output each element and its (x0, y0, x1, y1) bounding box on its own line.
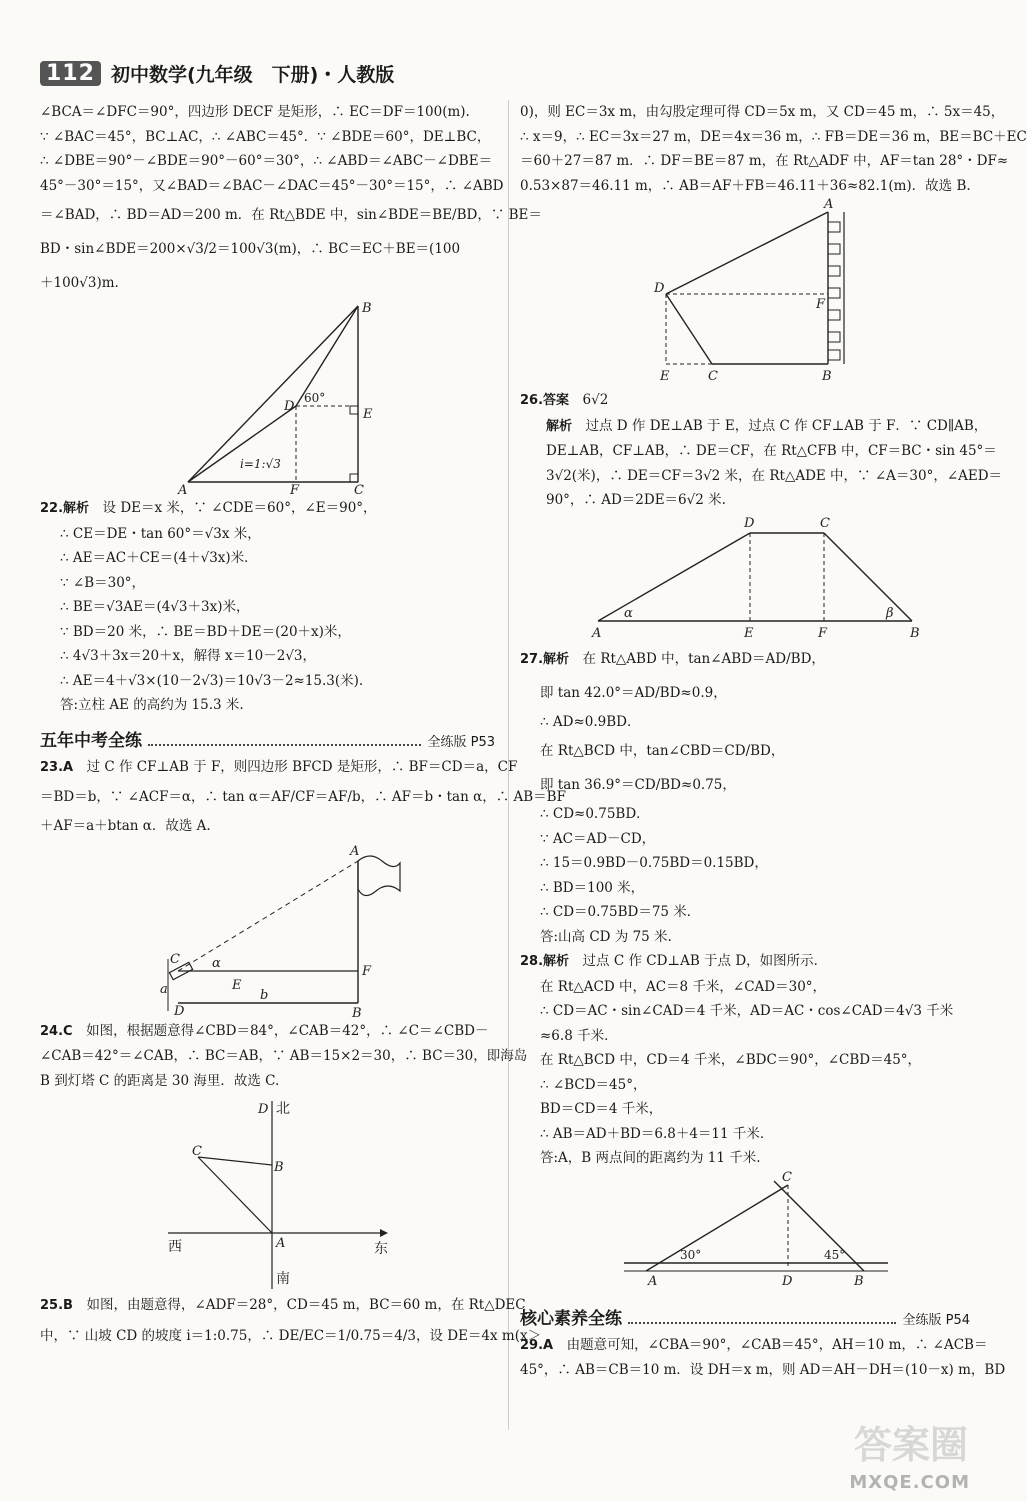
label-west: 西 (168, 1239, 182, 1255)
text-line: ∴ BD＝100 米， (540, 879, 645, 896)
label-E: E (660, 369, 670, 384)
label-D: D (174, 1003, 185, 1019)
figure-25 (520, 198, 970, 388)
section-core-literacy (520, 1304, 970, 1329)
label-beta: β (886, 605, 894, 621)
q28 (520, 949, 970, 1171)
text-line: ≈6.8 千米． (540, 1027, 618, 1044)
figure-24 (40, 1093, 495, 1293)
q26 (520, 388, 1003, 513)
q27-label: 27.解析 (520, 651, 570, 667)
text-line: 在 Rt△BCD 中，tan∠CBD＝CD/BD， (540, 743, 785, 759)
text-line: ∴ AE＝4＋√3×(10－2√3)＝10√3－2≈15.3(米). (60, 672, 364, 689)
label-alpha: α (624, 605, 633, 621)
text-line: ∠BCA＝∠DFC＝90°，四边形 DECF 是矩形，∴ EC＝DF＝100(m). (40, 104, 470, 120)
label-F: F (362, 963, 372, 979)
text-line: 答:A，B 两点间的距离约为 11 千米. (540, 1150, 761, 1166)
label-north: 北 (276, 1101, 290, 1117)
label-B: B (822, 369, 832, 384)
text-line: ∴ AE＝AC＋CE＝(4＋√3x)米． (60, 550, 258, 566)
text-line: BD・sin∠BDE＝200×√3/2＝100√3(m)，∴ BC＝EC＋BE＝(100 (40, 241, 461, 257)
figure-21 (40, 300, 495, 496)
q24-label: 24.C (40, 1023, 73, 1039)
section-title: 核心素养全练 (520, 1308, 622, 1329)
text-line: ∵ AC＝AD－CD， (540, 830, 656, 847)
text-line: ∴ 15＝0.9BD－0.75BD＝0.15BD， (540, 855, 768, 871)
text-line: 3√2(米)，∴ DE＝CF＝3√2 米，在 Rt△ADE 中，∵ ∠A＝30°，∠AED＝ (546, 467, 1003, 484)
label-a30: 30° (680, 1247, 702, 1262)
text-line: 即 tan 36.9°＝CD/BD≈0.75， (540, 777, 736, 793)
label-D: D (258, 1102, 269, 1117)
text-line: 中，∵ 山坡 CD 的坡度 i＝1:0.75，∴ DE/EC＝1/0.75＝4/3，设 DE＝4x m(x＞ (40, 1327, 542, 1344)
watermark-site: MXQE.COM (849, 1472, 970, 1493)
text-line: 0.53×87＝46.11 m，∴ AB＝AF＋FB＝46.11＋36≈82.1(m)．故选 B. (520, 177, 971, 194)
text-line: 45°，∴ AB＝CB＝10 m．设 DH＝x m，则 AD＝AH－DH＝(10－x) m，BD (520, 1362, 1006, 1378)
text-line: 答:山高 CD 为 75 米. (540, 928, 672, 945)
label-B: B (910, 625, 920, 641)
q26-label: 26.答案 (520, 393, 570, 408)
q29 (520, 1333, 1006, 1383)
q25-first: 如图，由题意得，∠ADF＝28°，CD＝45 m，BC＝60 m，在 Rt△DEC (86, 1297, 526, 1313)
text-line: ∵ ∠B＝30°， (60, 574, 146, 591)
label-F: F (816, 297, 826, 312)
label-C: C (192, 1144, 202, 1159)
text-line: 0)，则 EC＝3x m，由勾股定理可得 CD＝5x m，又 CD＝45 m，∴ 5x＝45， (520, 104, 1005, 120)
label-E: E (744, 625, 754, 641)
text-line: ∵ ∠BAC＝45°，BC⊥AC，∴ ∠ABC＝45°．∵ ∠BDE＝60°，DE⊥BC， (40, 128, 491, 145)
label-b: b (260, 987, 269, 1003)
label-A: A (276, 1236, 286, 1251)
watermark-logo: 答案圈 (853, 1423, 968, 1467)
page-header (40, 58, 394, 88)
text-line: 即 tan 42.0°＝AD/BD≈0.9， (540, 684, 727, 701)
text-line: ∴ AB＝AD＋BD＝6.8＋4＝11 千米． (540, 1125, 774, 1142)
q26-first: 过点 D 作 DE⊥AB 于 E，过点 C 作 CF⊥AB 于 F．∵ CD∥AB， (585, 417, 988, 434)
text-line: 45°－30°＝15°，又∠BAD＝∠BAC－∠DAC＝45°－30°＝15°，∴ ∠ABD (40, 177, 504, 194)
q22-first: 设 DE＝x 米，∵ ∠CDE＝60°，∠E＝90°， (102, 500, 377, 516)
q26-sub: 解析 (546, 418, 573, 434)
figure-28 (520, 1171, 970, 1296)
label-D: D (654, 281, 665, 296)
label-D: D (744, 515, 755, 531)
label-B: B (352, 1005, 362, 1021)
label-A: A (824, 197, 834, 212)
section-dots (148, 744, 421, 746)
text-line: ∴ CD≈0.75BD． (540, 806, 650, 822)
label-B: B (274, 1160, 284, 1175)
q24 (40, 1019, 528, 1094)
page-number: 112 (40, 61, 101, 86)
text-line: ∴ 4√3＋3x＝20＋x，解得 x＝10－2√3， (60, 648, 317, 664)
text-line: ∠CAB＝42°＝∠CAB，∴ BC＝AB，∵ AB＝15×2＝30，∴ BC＝30，即海岛 (40, 1048, 528, 1064)
label-A: A (648, 1273, 658, 1289)
q29-first: 由题意可知，∠CBA＝90°，∠CAB＝45°，AH＝10 m，∴ ∠ACB＝ (566, 1336, 988, 1353)
text-line: ∴ ∠DBE＝90°－∠BDE＝90°－60°＝30°，∴ ∠ABD＝∠ABC－∠DBE＝ (40, 153, 493, 169)
q25-label: 25.B (40, 1298, 73, 1313)
q27-first: 在 Rt△ABD 中，tan∠ABD＝AD/BD， (582, 650, 825, 667)
label-A: A (592, 625, 602, 641)
label-C: C (820, 515, 830, 531)
label-E: E (232, 977, 242, 993)
right-column (520, 100, 1027, 1383)
label-angle: 60° (304, 391, 326, 405)
book-title: 初中数学(九年级 下册)・人教版 (110, 63, 395, 86)
text-line: 答:立柱 AE 的高约为 15.3 米. (60, 697, 244, 713)
text-line: 90°，∴ AD＝2DE＝6√2 米. (546, 492, 726, 508)
section-ref: 全练版 P54 (902, 1312, 970, 1328)
label-C: C (170, 951, 180, 967)
q24-first: 如图，根据题意得∠CBD＝84°，∠CAB＝42°，∴ ∠C＝∠CBD－ (86, 1022, 489, 1039)
label-D: D (782, 1273, 793, 1289)
text-line: B 到灯塔 C 的距离是 30 海里．故选 C. (40, 1072, 280, 1089)
q23-first: 过 C 作 CF⊥AB 于 F，则四边形 BFCD 是矩形，∴ BF＝CD＝a，CF (86, 758, 518, 775)
text-line: 在 Rt△ACD 中，AC＝8 千米，∠CAD＝30°， (540, 978, 827, 995)
q28-first: 过点 C 作 CD⊥AB 于点 D，如图所示． (582, 953, 828, 969)
label-east: 东 (374, 1241, 388, 1257)
text-line: ＝60＋27＝87 m．∴ DF＝BE＝87 m，在 Rt△ADF 中，AF＝tan 28°・DF≈ (520, 153, 1009, 169)
label-A: A (178, 483, 188, 498)
text-line: ∴ CD＝AC・sin∠CAD＝4 千米，AD＝AC・cos∠CAD＝4√3 千米 (540, 1003, 954, 1019)
label-a: a (160, 981, 168, 997)
text-line: ∴ BE＝√3AE＝(4√3＋3x)米， (60, 599, 250, 615)
q23-label: 23.A (40, 759, 74, 775)
text-line: ∴ ∠BCD＝45°， (540, 1076, 647, 1093)
text-line: 在 Rt△BCD 中，CD＝4 千米，∠BDC＝90°，∠CBD＝45°， (540, 1052, 922, 1068)
q25-continuation (520, 100, 1027, 198)
figure-23 (40, 839, 495, 1019)
q22-label: 22.解析 (40, 501, 90, 516)
label-slope: i=1:√3 (240, 457, 281, 471)
q28-label: 28.解析 (520, 954, 570, 969)
text-line: ∴ AD≈0.9BD． (540, 713, 641, 730)
text-line: ＋100√3)m. (40, 275, 119, 291)
q21-continuation (40, 100, 542, 300)
figure-26 (520, 513, 970, 643)
label-a45: 45° (824, 1247, 846, 1262)
label-F: F (290, 483, 300, 498)
text-line: DE⊥AB，CF⊥AB，∴ DE＝CF，在 Rt△CFB 中，CF＝BC・sin 45°＝ (546, 443, 997, 459)
section-ref: 全练版 P53 (427, 734, 495, 750)
text-line: BD＝CD＝4 千米， (540, 1101, 663, 1117)
text-line: ∴ CD＝0.75BD＝75 米． (540, 904, 701, 920)
label-F: F (818, 625, 828, 641)
q27 (520, 643, 970, 950)
label-A: A (350, 843, 360, 859)
label-C: C (708, 369, 718, 384)
label-D: D (284, 399, 295, 414)
label-C: C (354, 483, 364, 498)
q23 (40, 755, 566, 839)
text-line: ＋AF＝a＋btan α．故选 A. (40, 818, 211, 834)
q22 (40, 496, 495, 718)
text-line: ＝BD＝b，∵ ∠ACF＝α，∴ tan α＝AF/CF＝AF/b，∴ AF＝b・tan α，∴ AB＝BF (40, 789, 566, 805)
text-line: ＝∠BAD，∴ BD＝AD＝200 m．在 Rt△BDE 中，sin∠BDE＝BE/BD，∵ BE＝ (40, 207, 542, 223)
q26-answer: 6√2 (582, 392, 609, 408)
label-B: B (854, 1273, 864, 1289)
section-five-year (40, 726, 495, 751)
text-line: ∴ x＝9，∴ EC＝3x＝27 m，DE＝4x＝36 m，∴ FB＝DE＝36 m，BE＝BC＋EC (520, 128, 1027, 145)
text-line: ∴ CE＝DE・tan 60°＝√3x 米， (60, 525, 261, 542)
label-B: B (362, 301, 372, 316)
label-alpha: α (212, 955, 221, 971)
section-title: 五年中考全练 (40, 730, 142, 751)
label-E: E (363, 407, 373, 422)
text-line: ∵ BD＝20 米，∴ BE＝BD＋DE＝(20＋x)米， (60, 623, 351, 640)
label-C: C (782, 1169, 792, 1185)
q29-label: 29.A (520, 1337, 554, 1353)
section-dots (628, 1322, 896, 1324)
label-south: 南 (276, 1271, 290, 1287)
